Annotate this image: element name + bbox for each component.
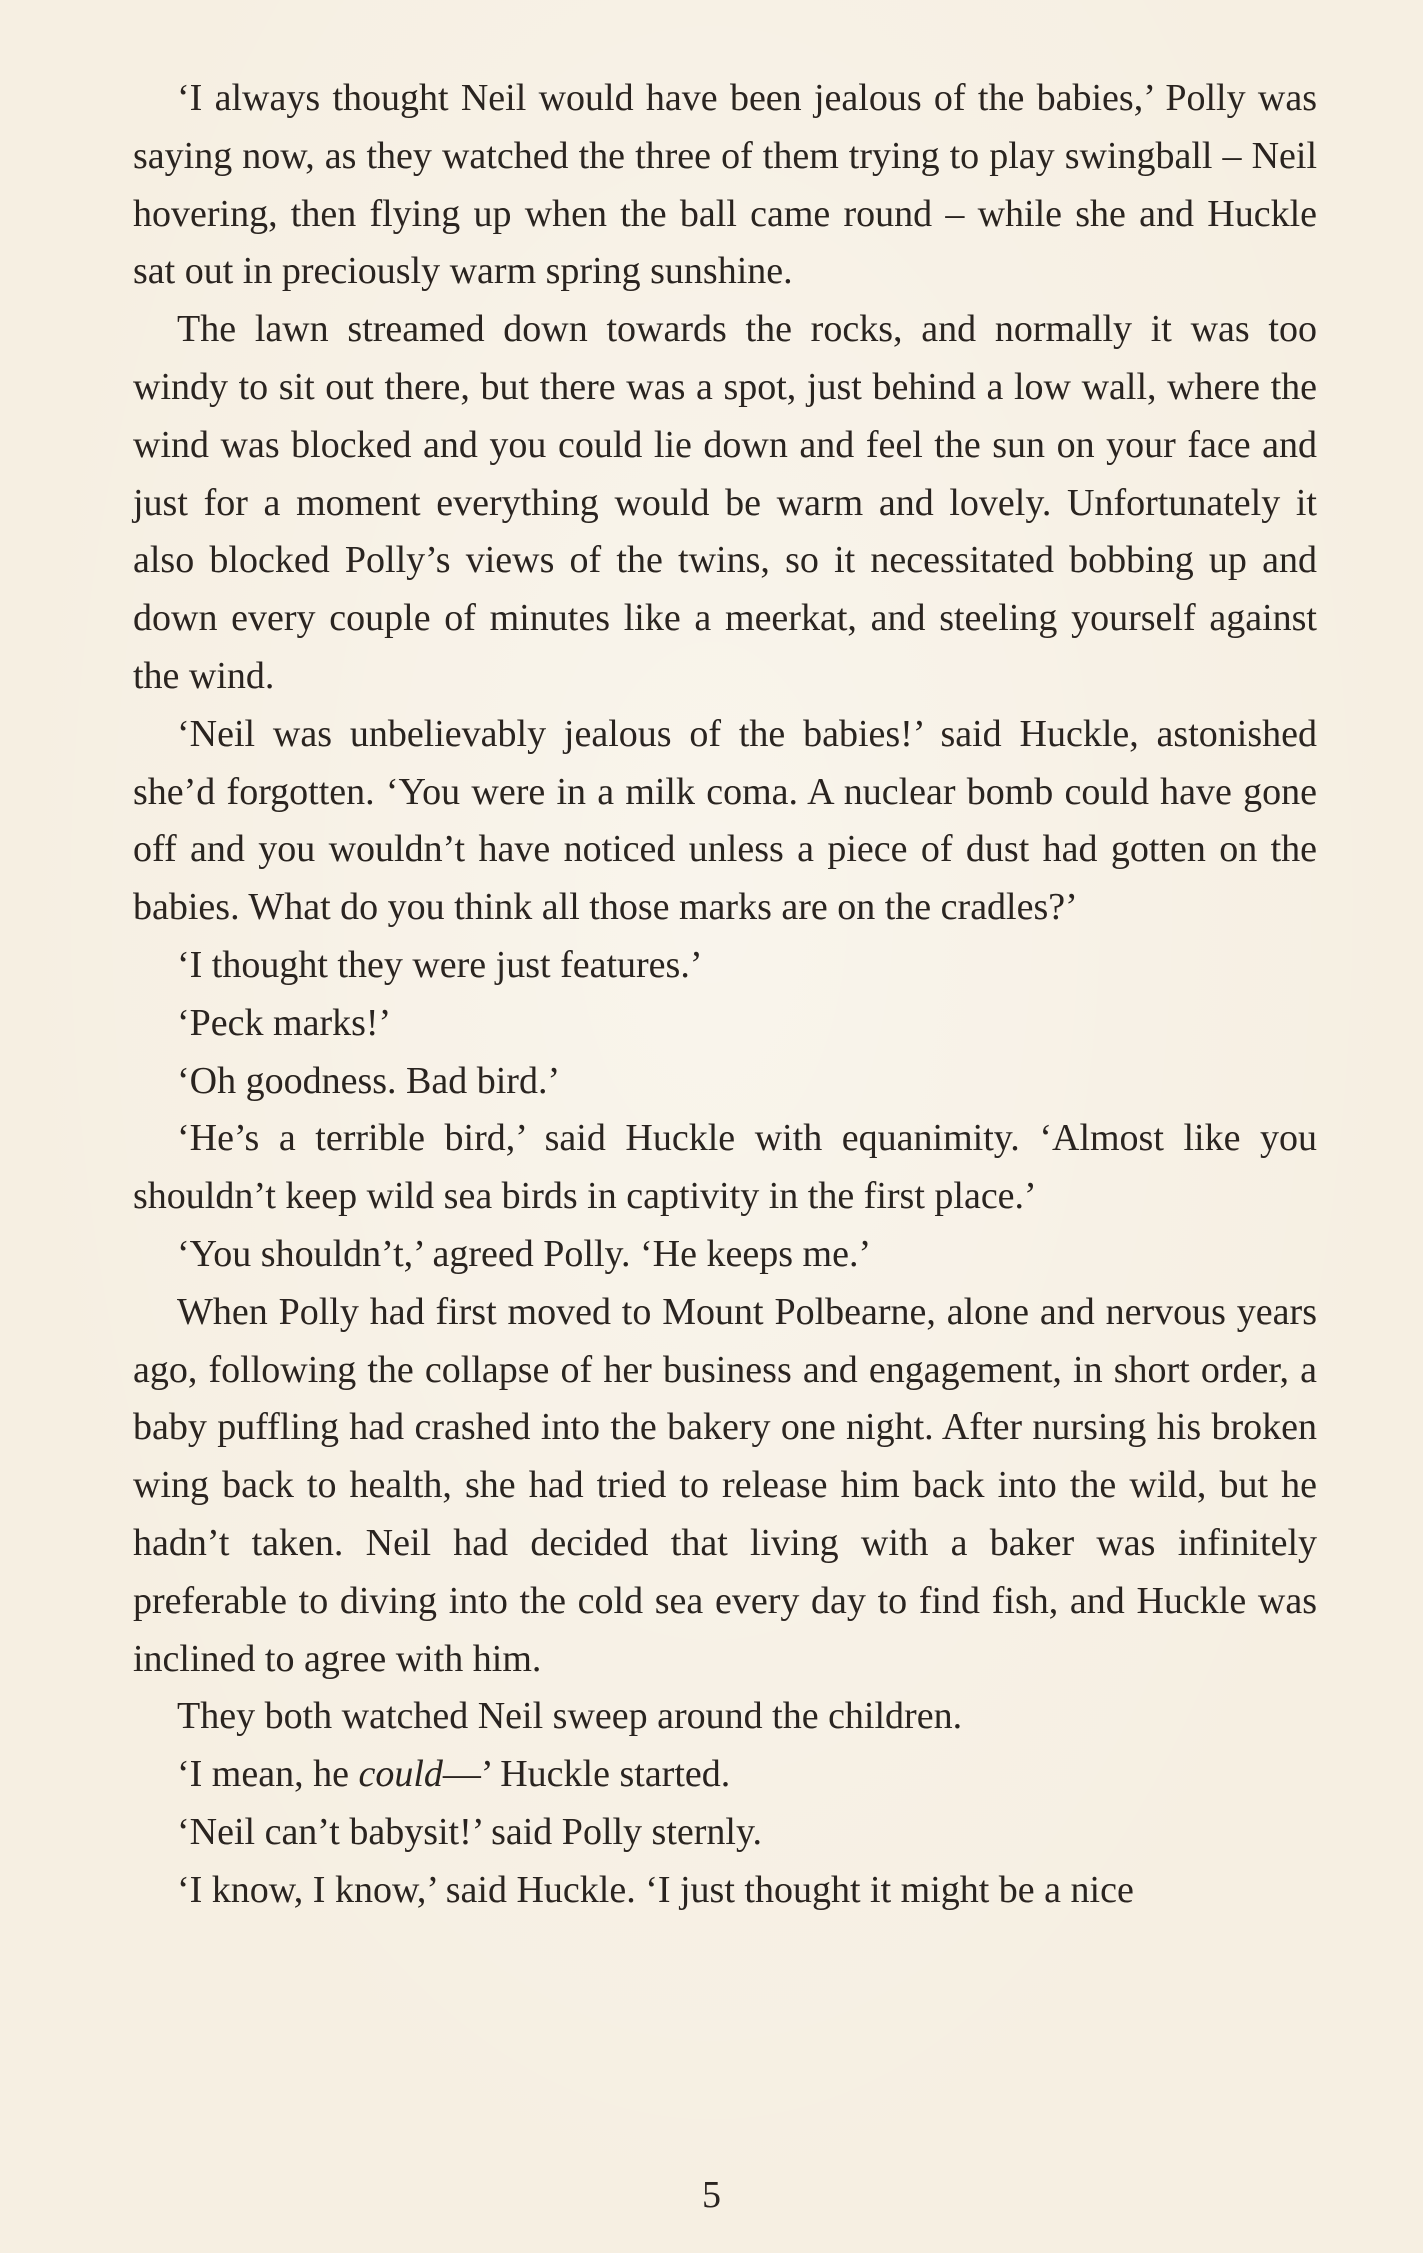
text-run: ‘Neil can’t babysit!’ said Polly sternly.: [177, 1810, 763, 1853]
text-run: ‘He’s a terrible bird,’ said Huckle with equanimity. ‘Almost like you shouldn’t keep wild sea birds in captivity in the first place.’: [133, 1117, 1317, 1218]
paragraph: [133, 70, 1317, 301]
paragraph: [133, 1110, 1317, 1226]
paragraph: [133, 937, 1317, 995]
text-run: ‘Neil was unbelievably jealous of the babies!’ said Huckle, astonished she’d forgotten. ‘You were in a milk coma. A nuclear bomb could have gone off and you wouldn’t have noticed unless a piece of dust had gotten on the babies. What do you think all those marks are on the cradles?’: [133, 712, 1317, 929]
text-run: —’ Huckle started.: [442, 1753, 731, 1796]
text-run: The lawn streamed down towards the rocks, and normally it was too windy to sit out there, but there was a spot, just behind a low wall, where the wind was blocked and you could lie down and feel the sun on your face and just for a moment everything would be warm and lovely. Unfortunately it also blocked Polly’s views of the twins, so it necessitated bobbing up and down every couple of minutes like a meerkat, and steeling yourself against the wind.: [133, 308, 1317, 697]
text-run: ‘You shouldn’t,’ agreed Polly. ‘He keeps me.’: [177, 1232, 872, 1275]
paragraph: [133, 995, 1317, 1053]
paragraph: [133, 1804, 1317, 1862]
text-run: ‘I know, I know,’ said Huckle. ‘I just thought it might be a nice: [177, 1868, 1134, 1911]
paragraph: [133, 1688, 1317, 1746]
text-run: ‘I always thought Neil would have been jealous of the babies,’ Polly was saying now, as they watched the three of them trying to play swingball – Neil hovering, then flying up when the ball came round – while she and Huckle sat out in preciously warm spring sunshine.: [133, 77, 1317, 293]
paragraph: [133, 1862, 1317, 1920]
text-run: When Polly had first moved to Mount Polbearne, alone and nervous years ago, following the collapse of her business and engagement, in short order, a baby puffling had crashed into the bakery one night. After nursing his broken wing back to health, she had tried to release him back into the wild, but he hadn’t taken. Neil had decided that living with a baker was infinitely preferable to diving into the cold sea every day to find fish, and Huckle was inclined to agree with him.: [133, 1290, 1317, 1680]
paragraph: [133, 706, 1317, 937]
page-number: 5: [702, 2174, 721, 2216]
italic-text: could: [358, 1753, 443, 1796]
paragraph: [133, 1226, 1317, 1284]
body-text: [133, 70, 1317, 1920]
text-run: They both watched Neil sweep around the children.: [177, 1695, 963, 1738]
text-run: ‘I mean, he: [177, 1753, 359, 1796]
text-run: ‘Oh goodness. Bad bird.’: [177, 1059, 561, 1102]
paragraph: [133, 1746, 1317, 1804]
paragraph: [133, 1284, 1317, 1689]
text-run: ‘I thought they were just features.’: [177, 943, 703, 986]
paragraph: [133, 301, 1317, 706]
text-run: ‘Peck marks!’: [177, 1001, 392, 1044]
paragraph: [133, 1053, 1317, 1111]
